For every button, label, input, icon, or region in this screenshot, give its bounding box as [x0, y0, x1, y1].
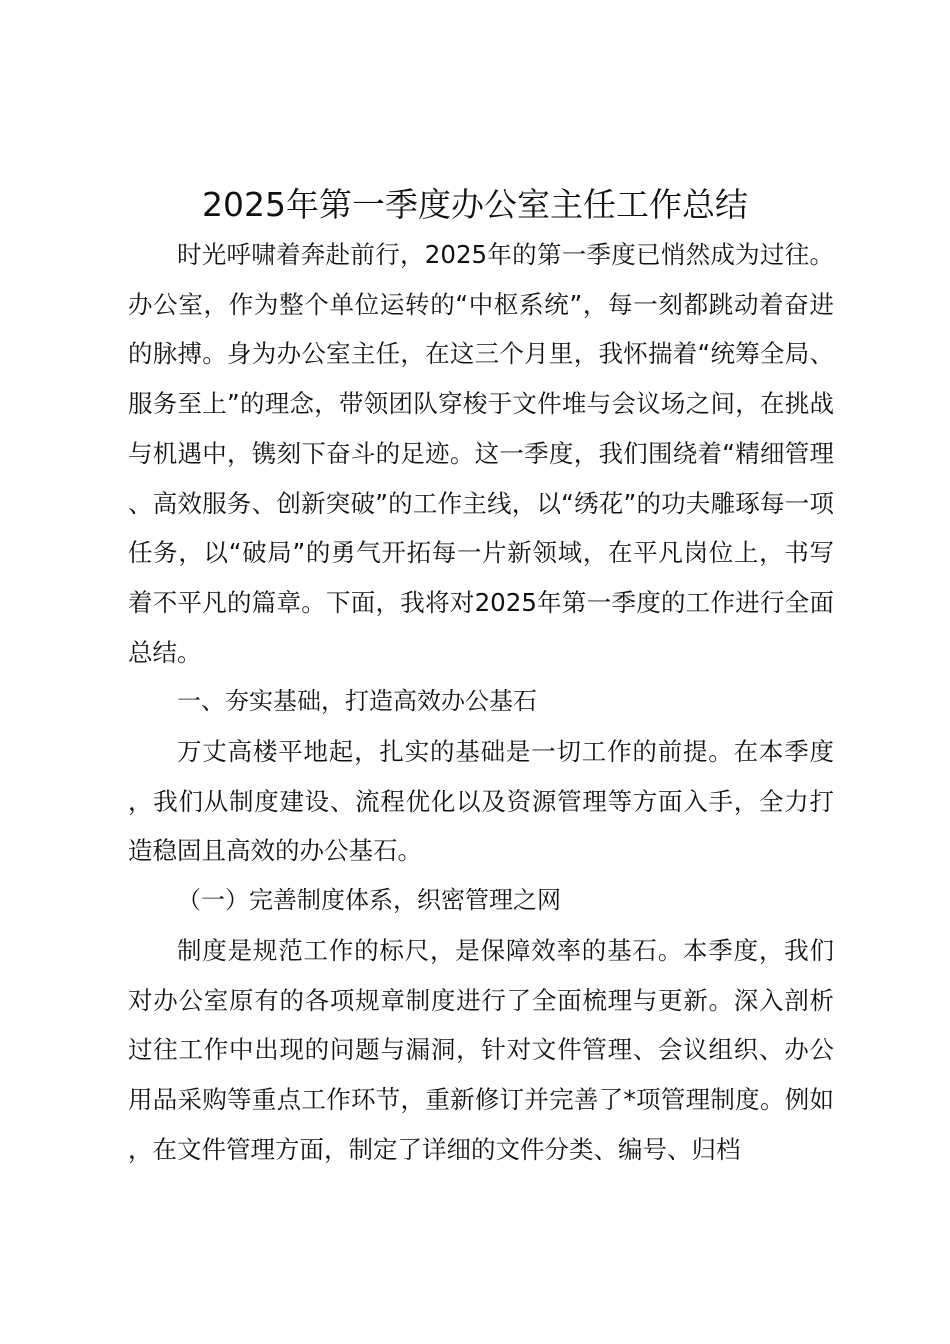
document-title: 2025年第一季度办公室主任工作总结	[202, 185, 748, 224]
section-1-heading: 一、夯实基础，打造高效办公基石	[177, 687, 537, 716]
subsection-1-heading: （一）完善制度体系，织密管理之网	[177, 886, 561, 915]
document-body	[128, 230, 834, 1174]
section-1-paragraph: 万丈高楼平地起，扎实的基础是一切工作的前提。在本季度，我们从制度建设、流程优化以及资源管理等方面入手，全力打造稳固且高效的办公基石。	[128, 737, 834, 866]
intro-paragraph: 时光呼啸着奔赴前行，2025年的第一季度已悄然成为过往。办公室，作为整个单位运转的“中枢系统”，每一刻都跳动着奋进的脉搏。身为办公室主任，在这三个月里，我怀揣着“统筹全局、服务至上”的理念，带领团队穿梭于文件堆与会议场之间，在挑战与机遇中，镌刻下奋斗的足迹。这一季度，我们围绕着“精细管理、高效服务、创新突破”的工作主线，以“绣花”的功夫雕琢每一项任务，以“破局”的勇气开拓每一片新领域，在平凡岗位上，书写着不平凡的篇章。下面，我将对2025年第一季度的工作进行全面总结。	[128, 240, 834, 667]
subsection-1-paragraph: 制度是规范工作的标尺，是保障效率的基石。本季度，我们对办公室原有的各项规章制度进行了全面梳理与更新。深入剖析过往工作中出现的问题与漏洞，针对文件管理、会议组织、办公用品采购等重点工作环节，重新修订并完善了*项管理制度。例如，在文件管理方面，制定了详细的文件分类、编号、归档	[128, 935, 834, 1164]
